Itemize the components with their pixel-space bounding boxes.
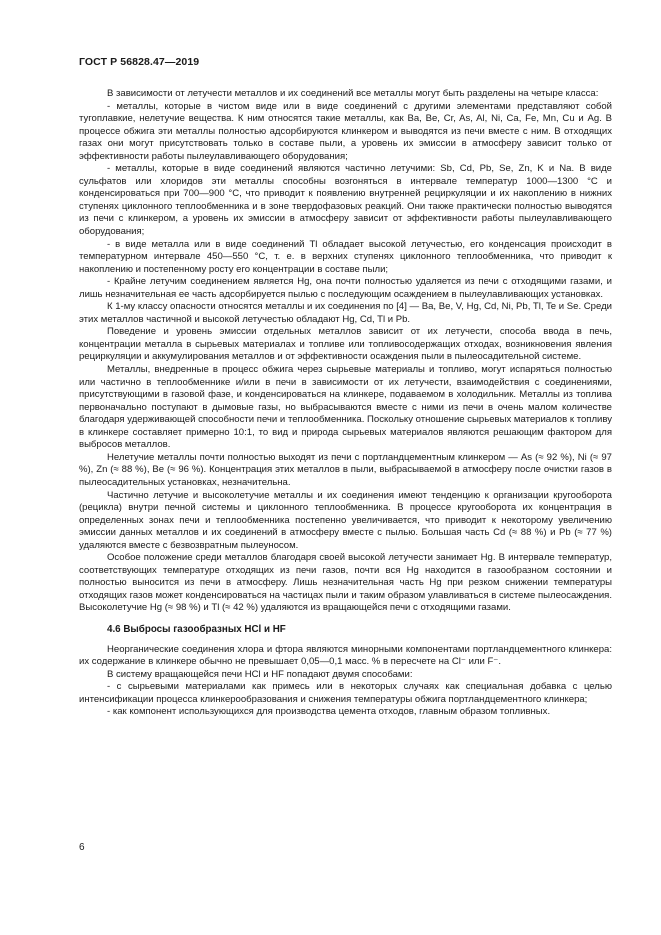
paragraph-hazard-class: К 1-му классу опасности относятся металлы и их соединения по [4] — Ba, Be, V, Hg, Cd, Ni, Pb, Tl, Te и Se. Среди этих металлов частичной и высокой летучестью обладают Hg, Cd, Tl и Pb.: [79, 301, 612, 325]
document-code-header: ГОСТ Р 56828.47—2019: [79, 56, 200, 68]
paragraph-mercury: Особое положение среди металлов благодаря своей высокой летучести занимает Hg. В интервале температур, соответствующих температуре отходящих из печи газов, почти вся Hg находится в газообразном состоянии и полностью выносится из печи в атмосферу. Лишь незначительная часть Hg при резком снижении температуры отходящих газов может конденсироваться на частицах пыли и таким образом улавливаться в системе пылеосаждения. Высоколетучие Hg (≈ 98 %) и Tl (≈ 42 %) удаляются из вращающейся печи с отходящими газами.: [79, 552, 612, 614]
paragraph-class-4: - Крайне летучим соединением является Hg, она почти полностью удаляется из печи с отходящими газами, и лишь незначительная ее часть адсорбируется пылью с последующим осаждением в пылеулавливающих установках.: [79, 276, 612, 300]
page-number: 6: [79, 842, 85, 853]
paragraph-class-2: - металлы, которые в виде соединений являются частично летучими: Sb, Cd, Pb, Se, Zn, K и Na. В виде сульфатов или хлоридов эти металлы способны возгоняться в интервале температур 1000—1300 °С и конденсироваться при 700—900 °С, что приводит к появлению внутренней рециркуляции и их накоплению в нижних ступенях циклонного теплообменника и в зоне твердофазовых реакций. Они также практически полностью выводятся из печи с клинкером, а уровень их эмиссии в атмосферу зависит от эффективности работы пылеулавливающего оборудования;: [79, 163, 612, 238]
paragraph-hcl-hf-intro: Неорганические соединения хлора и фтора являются минорными компонентами портландцементного клинкера: их содержание в клинкере обычно не превышает 0,05—0,1 масс. % в пересчете на Cl⁻ или F⁻.: [79, 643, 612, 668]
paragraph-nonvolatile: Нелетучие металлы почти полностью выходят из печи с портландцементным клинкером — As (≈ 92 %), Ni (≈ 97 %), Zn (≈ 88 %), Be (≈ 96 %). Концентрация этих металлов в пыли, выбрасываемой в атмосферу после очистки газов в пылеосадительных установках, незначительна.: [79, 451, 612, 488]
paragraph-behavior: Поведение и уровень эмиссии отдельных металлов зависит от их летучести, способа ввода в печь, концентрации металла в сырьевых материалах и топливе или топливосодержащих отходах, возникновения явления рециркуляции и аккумулирования металлов и от эффективности осаждения пыли в пылеосадительной системе.: [79, 326, 612, 363]
paragraph-class-3: - в виде металла или в виде соединений Tl обладает высокой летучестью, его конденсация происходит в температурном интервале 450—550 °С, т. е. в верхних ступенях циклонного теплообменника, что приводит к накоплению и постепенному росту его концентрации в составе пыли;: [79, 238, 612, 275]
paragraph-intro: В зависимости от летучести металлов и их соединений все металлы могут быть разделены на четыре класса:: [107, 88, 599, 99]
paragraph-hcl-hf-raw: - с сырьевыми материалами как примесь или в некоторых случаях как специальная добавка с целью интенсификации процесса клинкерообразования и снижения температуры обжига портландцементного клинкера;: [79, 681, 612, 705]
paragraph-hcl-hf-waste: - как компонент использующихся для производства цемента отходов, главным образом топливных.: [107, 706, 551, 718]
paragraph-volatile-cycle: Частично летучие и высоколетучие металлы и их соединения имеют тенденцию к организации кругооборота (рецикла) внутри печной системы и циклонного теплообменника. В процессе кругооборота их концентрация в определенных зонах печи и теплообменника постепенно увеличивается, что приводит к некоторому увеличению эмиссии данных металлов и их соединений в атмосферу вместе с пылью. Большая часть Cd (≈ 88 %) и Pb (≈ 77 %) удаляются вместе с безвозвратным пылеуносом.: [79, 489, 612, 551]
document-body: [79, 88, 612, 719]
section-heading: 4.6 Выбросы газообразных HCl и HF: [107, 623, 286, 635]
paragraph-class-1: - металлы, которые в чистом виде или в виде соединений с другими элементами представляют собой тугоплавкие, нелетучие вещества. К ним относятся такие металлы, как Ba, Be, Cr, As, Al, Ni, Ca, Fe, Mn, Cu и Ag. В процессе обжига эти металлы полностью адсорбируются клинкером и выводятся из печи вместе с ним. В отходящих газах они могут присутствовать только в составе пыли, а уровень их эмиссии в атмосферу зависит только от эффективности работы пылеулавливающего оборудования;: [79, 100, 612, 162]
paragraph-hcl-hf-ways: В систему вращающейся печи HCl и HF попадают двумя способами:: [107, 668, 413, 680]
paragraph-metals-input: Металлы, внедренные в процесс обжига через сырьевые материалы и топливо, могут испаряться полностью или частично в теплообменнике и/или в печи в зависимости от их летучести, взаимодействия с соединениями, присутствующими в газовой фазе, и конденсироваться на клинкере, подаваемом в холодильник. Металлы из топлива первоначально поступают в дымовые газы, но выбрасываются вместе с ними из печи в очень малом количестве благодаря удерживающей способности печи и теплообменника. Поскольку отношение сырьевых материалов к топливу в клинкере составляет примерно 10:1, то вид и природа сырьевых материалов являются решающим фактором для выбросов металлов.: [79, 364, 612, 451]
